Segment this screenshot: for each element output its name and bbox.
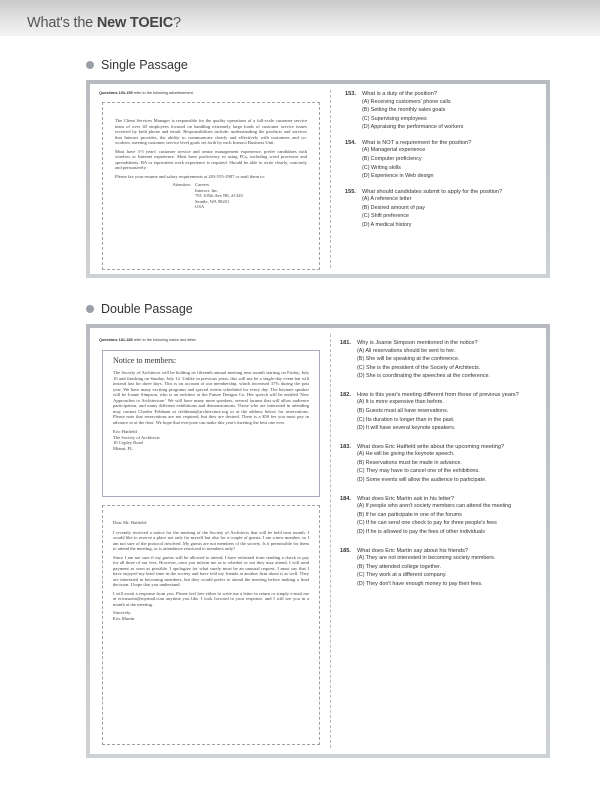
- mailing-address: [115, 182, 307, 210]
- question-number: 154.: [345, 139, 356, 146]
- question-number: 185.: [340, 547, 351, 554]
- answer-option: (B) If he can participate in one of the forums: [357, 511, 462, 518]
- question-text: What does Eric Martin ask in his letter?: [357, 495, 454, 502]
- answer-option: (A) Managerial experience: [362, 147, 426, 154]
- advertisement-text: [115, 118, 307, 179]
- answer-option: (B) Guests must all have reservations.: [357, 407, 449, 414]
- ad-paragraph: Please fax your resume and salary requirements at 203-555-2987 or mail them to:: [115, 173, 266, 179]
- answer-option: (D) Appraising the performance of workers: [362, 124, 464, 131]
- answer-option: (C) Its duration is longer than in the past.: [357, 416, 455, 423]
- advertisement-box: [102, 102, 320, 270]
- address-line: Seattle, WA 98201: [195, 198, 230, 204]
- question-number: 155.: [345, 188, 356, 195]
- double-question-reference: [99, 338, 197, 344]
- answer-option: (C) She is the president of the Society of Architects.: [357, 364, 481, 371]
- attention-label: Attention:: [172, 182, 191, 187]
- question-block: [345, 140, 545, 181]
- answer-option: (A) They are not interested in becoming society members.: [357, 555, 496, 561]
- address-line: Interact, Inc.: [195, 187, 219, 193]
- double-passage-heading: [86, 302, 193, 316]
- bullet-dot-icon: [86, 61, 94, 69]
- header-bar: [0, 0, 600, 36]
- answer-option: (D) Experience in Web design: [362, 173, 434, 180]
- question-text: What should candidates submit to apply for the position?: [362, 188, 503, 195]
- signature-line: The Society of Architects: [113, 434, 160, 440]
- answer-option: (A) He will be giving the keynote speech.: [357, 451, 455, 458]
- single-passage-panel: [86, 80, 550, 278]
- question-block: [345, 189, 545, 230]
- answer-option: (B) Desired amount of pay: [362, 204, 425, 211]
- answer-option: (C) Writing skills: [362, 164, 401, 171]
- answer-option: (C) They may have to cancel one of the exhibitions.: [357, 468, 480, 475]
- title-suffix: ?: [172, 15, 181, 31]
- double-passage-page: [90, 328, 546, 754]
- single-ref-bold: Questions 153-155: [99, 91, 133, 95]
- answer-option: (B) They attended college together.: [357, 563, 442, 570]
- signature-line: Eric Hatfield: [113, 429, 137, 434]
- letter-body: [113, 530, 309, 608]
- question-block: [345, 91, 545, 132]
- notice-signature: [113, 429, 309, 451]
- question-block: [340, 340, 550, 381]
- letter-box: [102, 505, 320, 745]
- question-number: 184.: [340, 495, 351, 502]
- single-question-reference: [99, 91, 194, 97]
- single-questions: [345, 91, 545, 238]
- answer-option: (C) Shift preference: [362, 213, 410, 220]
- letter-greeting: Dear Mr. Hatfield:: [113, 520, 148, 525]
- answer-option: (D) She is coordinating the speeches at the conference.: [357, 373, 491, 380]
- letter-paragraph: I recently received a notice for the meeting of the Society of Architects that will be held next month. I would like to reserve a place not only for myself but also for a couple of guests. I am a new member, so I am not sure of the protocol involved. My guests are not members of the society. Is it permissible for them to attend the meeting, or is attendance restricted to members only?: [113, 529, 309, 551]
- closing-line: Sincerely,: [113, 610, 132, 615]
- address-lines: [195, 182, 243, 210]
- double-ref-bold: Questions 181-185: [99, 338, 133, 342]
- letter-paragraph: I will await a response from you. Please feel free either to write me a letter in return or simply e-mail me at ericmartin@mymail.com anytime you like. I look forward to your response, and I will see you in a month at the meeting.: [113, 590, 309, 607]
- question-text: What does Eric Hatfield write about the upcoming meeting?: [357, 443, 505, 450]
- question-block: [340, 392, 550, 433]
- address-line: Careers: [195, 182, 210, 187]
- answer-option: (A) A reference letter: [362, 196, 412, 203]
- answer-option: (D) It will have several keynote speakers.: [357, 425, 456, 432]
- signature-line: Miami, FL: [113, 445, 133, 451]
- answer-option: (C) Supervising employees: [362, 115, 427, 122]
- notice-body: The Society of Architects will be holding its fifteenth annual meeting next month starting on Friday, July 10 and finishing on Sunday, July 12. Unlike in previous years, this will not be a single-day event but will instead last for three days. This is on account of our membership, which increased 37% during the past year. We have many exciting programs and special events scheduled for every day. The keynote speaker will be Joanie Simpson, who is an architect at the Future Designs Co. Her speech will be entitled 'New Approaches to Architecture.' We will have many more speakers, several forums that will allow audience participation, and many different exhibitions and demonstrations. Those who are interested in attending may contact Charles Feldman at cfeldman@architecture.org or at the address below for reservations. Please note that reservations are not required, but they are desired. There is a $50 fee you must pay in advance or at the door. We hope that everyone can make this year's meeting the best one ever.: [113, 370, 309, 425]
- answer-option: (D) If he is allowed to pay the fees of other individuals: [357, 528, 485, 535]
- double-ref-text: refer to the following notice and letter.: [132, 338, 197, 342]
- single-ref-text: refer to the following advertisement.: [132, 91, 194, 95]
- answer-option: (A) Receiving customers' phone calls: [362, 98, 451, 105]
- question-number: 181.: [340, 340, 351, 346]
- notice-box: [102, 350, 320, 497]
- question-text: What is NOT a requirement for the position?: [362, 139, 472, 146]
- question-number: 153.: [345, 91, 356, 97]
- double-passage-title: Double Passage: [101, 302, 193, 316]
- answer-option: (D) Some events will allow the audience to participate.: [357, 477, 487, 484]
- single-passage-heading: [86, 58, 188, 72]
- question-number: 182.: [340, 391, 351, 398]
- question-block: [340, 548, 550, 589]
- answer-option: (D) They don't have enough money to pay their fees.: [357, 580, 483, 587]
- signature-line: 10 Copley Road: [113, 440, 143, 445]
- question-text: What is a duty of the position?: [362, 91, 437, 97]
- page-title: [27, 15, 181, 31]
- double-passage-panel: [86, 324, 550, 758]
- address-line: 701 105th Ave NE, #1320: [195, 193, 243, 198]
- single-passage-page: [90, 84, 546, 274]
- answer-option: (A) If people who aren't society members can attend the meeting: [357, 503, 512, 510]
- answer-option: (B) Reservations must be made in advance.: [357, 459, 462, 466]
- answer-option: (A) It is more expensive than before.: [357, 399, 444, 406]
- bullet-dot-icon: [86, 305, 94, 313]
- question-block: [340, 496, 550, 537]
- answer-option: (A) All reservations should be sent to her.: [357, 347, 456, 354]
- title-bold: New TOEIC: [96, 15, 173, 31]
- question-text: What does Eric Martin say about his friends?: [357, 547, 468, 554]
- question-text: How is this year's meeting different from those of previous years?: [357, 391, 519, 398]
- answer-option: (B) Computer proficiency: [362, 155, 422, 162]
- question-number: 183.: [340, 443, 351, 450]
- single-passage-title: Single Passage: [101, 58, 188, 72]
- letter-paragraph: Since I am not sure if my guests will be allowed to attend, I have refrained from sending a check to pay for all three of our fees. However, once you inform me as to whether or not they may attend, I will send payment as soon as possible. I apologize for what surely must be an unusual request. I must say that I have enjoyed my brief time in the society and have told my friends at another firm about it as well. They are interested in becoming members, but they would prefer to attend the meeting before making a final decision. I hope that you understand.: [113, 554, 309, 587]
- answer-option: (B) She will be speaking at the conference.: [357, 356, 460, 363]
- answer-option: (D) A medical history: [362, 222, 412, 229]
- answer-option: (C) They work at a different company.: [357, 572, 447, 579]
- notice-title: Notice to members:: [113, 356, 177, 365]
- title-prefix: What's the: [27, 15, 97, 31]
- letter-closing: [113, 610, 309, 621]
- double-column-divider: [330, 334, 331, 748]
- double-questions: [340, 340, 550, 599]
- answer-option: (B) Setting the monthly sales goals: [362, 107, 446, 114]
- answer-option: (C) If he can send one check to pay for three people's fees: [357, 520, 497, 527]
- ad-paragraph: The Client Services Manager is responsible for the quality operations of a full-scale customer service team of over 40 employees focused on handling extremely large loads of customer service issues received by both phone and email. Responsibilities include: understanding the products and services that Interact provides, the ability to communicate clearly and effectively with customers and co-workers, meeting customer service level goals set forth by each Interact Business Unit.: [115, 118, 307, 145]
- question-text: Why is Joanie Simpson mentioned in the notice?: [357, 340, 478, 346]
- closing-line: Eric Martin: [113, 615, 135, 621]
- single-column-divider: [330, 90, 331, 268]
- address-line: USA: [195, 204, 205, 209]
- ad-paragraph: Must have 3-5 years' customer service and senior management experience, prefer candidates with wireless or Internet experience. Must have proficiency in using PCs, including word processor and spreadsheets. BA or equivalent work experience is required. Should be able to write clearly, concisely and persuasively.: [115, 148, 307, 170]
- question-block: [340, 444, 550, 485]
